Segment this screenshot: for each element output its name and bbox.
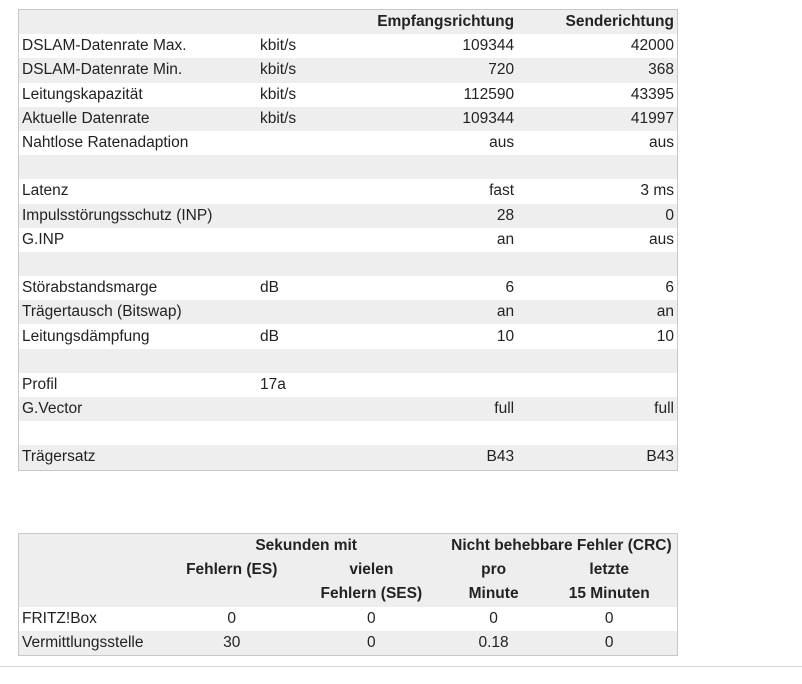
row-unit xyxy=(257,131,352,155)
table-row xyxy=(19,421,678,445)
row-upstream-value: 43395 xyxy=(630,85,674,103)
row-label xyxy=(19,155,257,179)
row-downstream-value xyxy=(352,252,517,276)
row-label: G.INP xyxy=(22,230,65,248)
divider xyxy=(0,666,802,667)
line-stats-header xyxy=(19,10,678,35)
row-downstream-value: B43 xyxy=(486,448,515,466)
error-stats-table xyxy=(18,533,678,656)
header-ses-1: vielen xyxy=(349,561,394,579)
row-label: Nahtlose Ratenadaption xyxy=(22,134,189,152)
row-downstream-value xyxy=(352,373,517,397)
row-ses: 0 xyxy=(367,609,376,627)
table-row xyxy=(19,204,678,228)
row-upstream-value: 0 xyxy=(665,206,674,224)
table-row xyxy=(19,349,678,373)
row-upstream-value xyxy=(517,421,677,445)
header-pro-1: pro xyxy=(481,561,507,579)
row-downstream-value: aus xyxy=(489,134,515,152)
row-label: Leitungsdämpfung xyxy=(22,327,150,345)
row-upstream-value xyxy=(517,155,677,179)
row-unit: 17a xyxy=(259,375,286,393)
row-unit: dB xyxy=(259,327,279,345)
row-unit xyxy=(257,252,352,276)
row-unit: kbit/s xyxy=(259,61,297,79)
row-downstream-value: 10 xyxy=(496,327,515,345)
row-unit xyxy=(257,397,352,421)
line-stats-table xyxy=(18,9,678,471)
header-crc-errors: Nicht behebbare Fehler (CRC) xyxy=(451,537,672,555)
table-row xyxy=(19,445,678,470)
header-last-1: letzte xyxy=(589,561,630,579)
row-downstream-value: fast xyxy=(489,182,515,200)
row-label: Trägertausch (Bitswap) xyxy=(22,303,182,321)
row-unit: kbit/s xyxy=(259,109,297,127)
row-upstream-value: 10 xyxy=(656,327,674,345)
row-label: Trägersatz xyxy=(22,448,96,466)
table-row xyxy=(19,252,678,276)
header-unit xyxy=(257,10,352,35)
header-upstream: Senderichtung xyxy=(565,13,674,31)
row-upstream-value: aus xyxy=(649,230,674,248)
row-downstream-value: 112590 xyxy=(463,85,515,103)
row-downstream-value: 109344 xyxy=(462,37,515,55)
row-unit: dB xyxy=(259,279,279,297)
row-upstream-value xyxy=(517,349,677,373)
table-row xyxy=(19,34,678,58)
header-pro-2: Minute xyxy=(468,585,519,603)
header-seconds-with: Sekunden mit xyxy=(255,537,357,555)
row-ses: 0 xyxy=(367,633,376,651)
row-unit xyxy=(257,179,352,203)
row-unit xyxy=(257,155,352,179)
row-es: 0 xyxy=(227,609,237,627)
table-row xyxy=(19,83,678,107)
row-unit xyxy=(257,445,352,470)
row-upstream-value: 41997 xyxy=(630,109,674,127)
row-crc-per-minute: 0 xyxy=(489,609,498,627)
table-row xyxy=(19,607,678,631)
header-downstream: Empfangsrichtung xyxy=(377,13,515,31)
row-label xyxy=(19,252,257,276)
header-label xyxy=(19,10,257,35)
row-downstream-value: 6 xyxy=(505,279,515,297)
table-row xyxy=(19,397,678,421)
row-label: Leitungskapazität xyxy=(22,85,143,103)
header-es: Fehlern (ES) xyxy=(186,561,278,579)
row-label: Impulsstörungsschutz (INP) xyxy=(22,206,213,224)
row-upstream-value: B43 xyxy=(646,448,674,466)
error-header-row-1 xyxy=(19,534,678,559)
row-upstream-value: 368 xyxy=(648,61,674,79)
row-label: Störabstandsmarge xyxy=(22,279,158,297)
row-unit xyxy=(257,204,352,228)
row-label: G.Vector xyxy=(22,400,83,418)
row-crc-last-15: 0 xyxy=(604,609,614,627)
row-downstream-value: 109344 xyxy=(462,109,515,127)
error-header-row-3 xyxy=(19,582,678,606)
row-unit: kbit/s xyxy=(259,85,297,103)
row-upstream-value: aus xyxy=(649,134,674,152)
row-label: Aktuelle Datenrate xyxy=(22,109,150,127)
header-last-2: 15 Minuten xyxy=(568,585,650,603)
row-label: DSLAM-Datenrate Max. xyxy=(22,37,187,55)
row-upstream-value: an xyxy=(656,303,674,321)
row-label: Latenz xyxy=(22,182,69,200)
row-downstream-value xyxy=(352,155,517,179)
table-row xyxy=(19,631,678,656)
row-upstream-value: 6 xyxy=(665,279,674,297)
row-unit: kbit/s xyxy=(259,37,297,55)
row-upstream-value: 42000 xyxy=(630,37,674,55)
row-downstream-value: an xyxy=(496,230,515,248)
table-row xyxy=(19,155,678,179)
table-row xyxy=(19,131,678,155)
row-es: 30 xyxy=(223,633,241,651)
row-label: Vermittlungsstelle xyxy=(22,633,144,651)
row-downstream-value xyxy=(352,421,517,445)
table-row xyxy=(19,373,678,397)
table-row xyxy=(19,179,678,203)
row-downstream-value: an xyxy=(496,303,515,321)
row-upstream-value xyxy=(517,252,677,276)
header-ses-2: Fehlern (SES) xyxy=(320,585,423,603)
row-downstream-value: full xyxy=(494,400,515,418)
table-row xyxy=(19,324,678,348)
row-downstream-value: 720 xyxy=(488,61,515,79)
row-unit xyxy=(257,228,352,252)
row-label: Profil xyxy=(22,375,58,393)
row-upstream-value xyxy=(517,373,677,397)
row-upstream-value: full xyxy=(654,400,674,418)
row-crc-last-15: 0 xyxy=(604,633,614,651)
row-label: DSLAM-Datenrate Min. xyxy=(22,61,183,79)
table-row xyxy=(19,276,678,300)
row-upstream-value: 3 ms xyxy=(640,182,674,200)
row-crc-per-minute: 0.18 xyxy=(478,633,509,651)
row-label xyxy=(19,421,257,445)
table-row xyxy=(19,228,678,252)
table-row xyxy=(19,58,678,82)
row-label: FRITZ!Box xyxy=(22,609,97,627)
row-label xyxy=(19,349,257,373)
row-downstream-value: 28 xyxy=(496,206,515,224)
table-row xyxy=(19,107,678,131)
row-downstream-value xyxy=(352,349,517,373)
row-unit xyxy=(257,300,352,324)
error-header-row-2 xyxy=(19,558,678,582)
table-row xyxy=(19,300,678,324)
row-unit xyxy=(257,349,352,373)
row-unit xyxy=(257,421,352,445)
